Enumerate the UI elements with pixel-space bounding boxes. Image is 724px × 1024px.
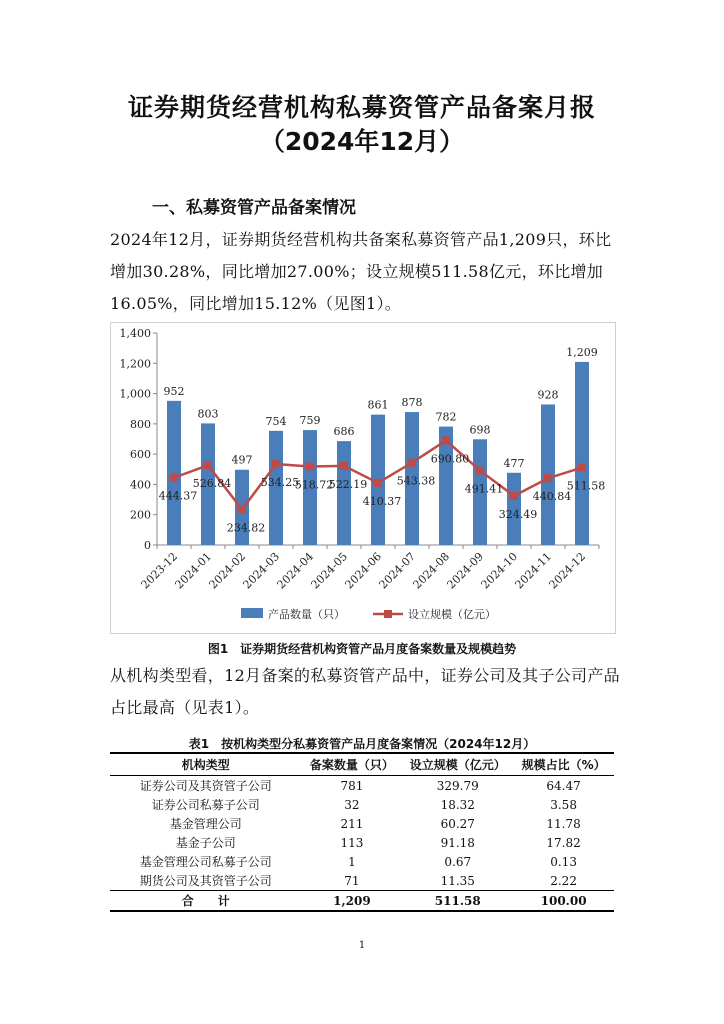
cell: 0.67 bbox=[444, 854, 472, 869]
cell: 511.58 bbox=[402, 891, 513, 912]
cell: 781 bbox=[340, 778, 364, 793]
line-point bbox=[238, 505, 246, 513]
cell: 基金子公司 bbox=[175, 836, 236, 850]
cell: 证券公司及其资管子公司 bbox=[139, 779, 272, 793]
line-point bbox=[442, 436, 450, 444]
bar-value-label: 1,209 bbox=[566, 345, 598, 359]
cell: 基金管理公司 bbox=[169, 817, 242, 831]
chart-container bbox=[110, 322, 616, 634]
line-point bbox=[578, 464, 586, 472]
table-header-row bbox=[110, 753, 614, 776]
paragraph-summary: 2024年12月，证券期货经营机构共备案私募资管产品1,209只，环比增加30.28%，同比增加27.00%；设立规模511.58亿元，环比增加16.05%，同比增加15.12%（见图1）。 bbox=[110, 230, 612, 313]
cell: 基金管理公司私募子公司 bbox=[139, 855, 272, 869]
cell: 3.58 bbox=[550, 797, 577, 812]
table-row bbox=[110, 814, 614, 833]
line-point bbox=[544, 474, 552, 482]
cell: 32 bbox=[344, 797, 360, 812]
bar-value-label: 782 bbox=[435, 410, 457, 424]
legend-line-marker bbox=[384, 610, 392, 618]
x-tick-label: 2024-11 bbox=[512, 549, 555, 592]
bar-value-label: 754 bbox=[265, 414, 287, 428]
x-tick-label: 2024-01 bbox=[172, 549, 215, 592]
section-heading: 一、私募资管产品备案情况 bbox=[152, 198, 356, 218]
table-caption: 表1 按机构类型分私募资管产品月度备案情况（2024年12月） bbox=[188, 737, 536, 751]
x-tick-label: 2024-08 bbox=[410, 549, 453, 592]
report-subtitle: （2024年12月） bbox=[259, 127, 465, 156]
y-tick-label: 1,000 bbox=[119, 387, 151, 401]
cell: 期货公司及其资管子公司 bbox=[139, 874, 272, 888]
line-value-label: 534.25 bbox=[260, 476, 300, 490]
page-number: 1 bbox=[358, 940, 366, 951]
combo-chart bbox=[111, 323, 615, 633]
cell: 329.79 bbox=[436, 778, 479, 793]
x-tick-label: 2024-04 bbox=[274, 549, 317, 592]
x-tick-label: 2024-12 bbox=[546, 549, 589, 592]
bar-value-label: 497 bbox=[231, 453, 253, 467]
y-tick-label: 1,400 bbox=[119, 327, 151, 340]
cell: 100.00 bbox=[513, 891, 614, 912]
line-point bbox=[204, 461, 212, 469]
x-tick-label: 2024-03 bbox=[240, 549, 283, 592]
cell: 18.32 bbox=[440, 797, 475, 812]
cell: 64.47 bbox=[546, 778, 581, 793]
cell: 91.18 bbox=[440, 835, 475, 850]
table-row bbox=[110, 795, 614, 814]
line-value-label: 518.72 bbox=[294, 478, 334, 492]
y-tick-label: 600 bbox=[130, 448, 151, 462]
cell: 11.35 bbox=[440, 873, 475, 888]
line-point bbox=[170, 474, 178, 482]
bar-value-label: 759 bbox=[299, 414, 321, 428]
bar bbox=[167, 401, 181, 545]
y-tick-label: 400 bbox=[130, 478, 151, 492]
line-value-label: 526.84 bbox=[192, 477, 232, 491]
table-row bbox=[110, 776, 614, 796]
bar-value-label: 928 bbox=[537, 388, 559, 402]
x-tick-label: 2024-06 bbox=[342, 549, 385, 592]
cell: 71 bbox=[344, 873, 360, 888]
line-value-label: 410.37 bbox=[362, 494, 402, 508]
figure-caption: 图1 证券期货经营机构资管产品月度备案数量及规模趋势 bbox=[207, 642, 517, 656]
col-header: 机构类型 bbox=[110, 753, 302, 776]
line-point bbox=[408, 459, 416, 467]
line-value-label: 440.84 bbox=[532, 490, 572, 504]
cell: 1,209 bbox=[302, 891, 403, 912]
bar-value-label: 861 bbox=[367, 398, 389, 412]
line-point bbox=[340, 462, 348, 470]
col-header: 备案数量（只） bbox=[302, 753, 403, 776]
col-header: 规模占比（%） bbox=[513, 753, 614, 776]
line-value-label: 491.41 bbox=[464, 482, 504, 496]
x-tick-label: 2024-02 bbox=[206, 549, 249, 592]
bar-value-label: 952 bbox=[163, 384, 185, 398]
cell: 合 计 bbox=[110, 891, 302, 912]
col-header: 设立规模（亿元） bbox=[402, 753, 513, 776]
table-row bbox=[110, 833, 614, 852]
bar-value-label: 477 bbox=[503, 456, 525, 470]
x-tick-label: 2023-12 bbox=[138, 549, 181, 592]
table-row bbox=[110, 852, 614, 871]
bar-value-label: 698 bbox=[469, 423, 491, 437]
cell: 证券公司私募子公司 bbox=[151, 798, 260, 812]
y-tick-label: 200 bbox=[130, 508, 151, 522]
cell: 11.78 bbox=[546, 816, 581, 831]
cell: 211 bbox=[340, 816, 364, 831]
line-point bbox=[306, 462, 314, 470]
line-value-label: 522.19 bbox=[328, 477, 368, 491]
line-value-label: 444.37 bbox=[158, 489, 198, 503]
bar bbox=[575, 362, 589, 545]
table-total-row bbox=[110, 891, 614, 912]
paragraph-institution: 从机构类型看，12月备案的私募资管产品中，证券公司及其子公司产品占比最高（见表1）。 bbox=[110, 666, 620, 717]
line-value-label: 234.82 bbox=[226, 521, 266, 535]
cell: 0.13 bbox=[550, 854, 577, 869]
bar-value-label: 878 bbox=[401, 396, 423, 410]
line-point bbox=[374, 479, 382, 487]
y-tick-label: 800 bbox=[130, 417, 151, 431]
line-value-label: 324.49 bbox=[498, 507, 538, 521]
cell: 113 bbox=[340, 835, 364, 850]
cell: 60.27 bbox=[440, 816, 475, 831]
cell: 2.22 bbox=[550, 873, 577, 888]
x-tick-label: 2024-05 bbox=[308, 549, 351, 592]
institution-table bbox=[110, 752, 614, 912]
line-value-label: 543.38 bbox=[396, 474, 436, 488]
legend-bar-swatch bbox=[241, 608, 263, 618]
cell: 1 bbox=[348, 854, 356, 869]
line-value-label: 690.80 bbox=[430, 452, 470, 466]
bar-value-label: 803 bbox=[197, 407, 219, 421]
bar bbox=[337, 441, 351, 545]
y-tick-label: 1,200 bbox=[119, 357, 151, 371]
line-point bbox=[476, 467, 484, 475]
x-tick-label: 2024-10 bbox=[478, 549, 521, 592]
line-point bbox=[510, 492, 518, 500]
x-tick-label: 2024-09 bbox=[444, 549, 487, 592]
bar-value-label: 686 bbox=[333, 425, 355, 439]
line-point bbox=[272, 460, 280, 468]
line-value-label: 511.58 bbox=[566, 479, 606, 493]
x-tick-label: 2024-07 bbox=[376, 549, 419, 592]
y-tick-label: 0 bbox=[144, 539, 151, 552]
report-title: 证券期货经营机构私募资管产品备案月报 bbox=[127, 93, 596, 122]
table-row bbox=[110, 871, 614, 891]
legend-label: 设立规模（亿元） bbox=[408, 608, 496, 621]
cell: 17.82 bbox=[546, 835, 581, 850]
legend-label: 产品数量（只） bbox=[268, 608, 345, 621]
